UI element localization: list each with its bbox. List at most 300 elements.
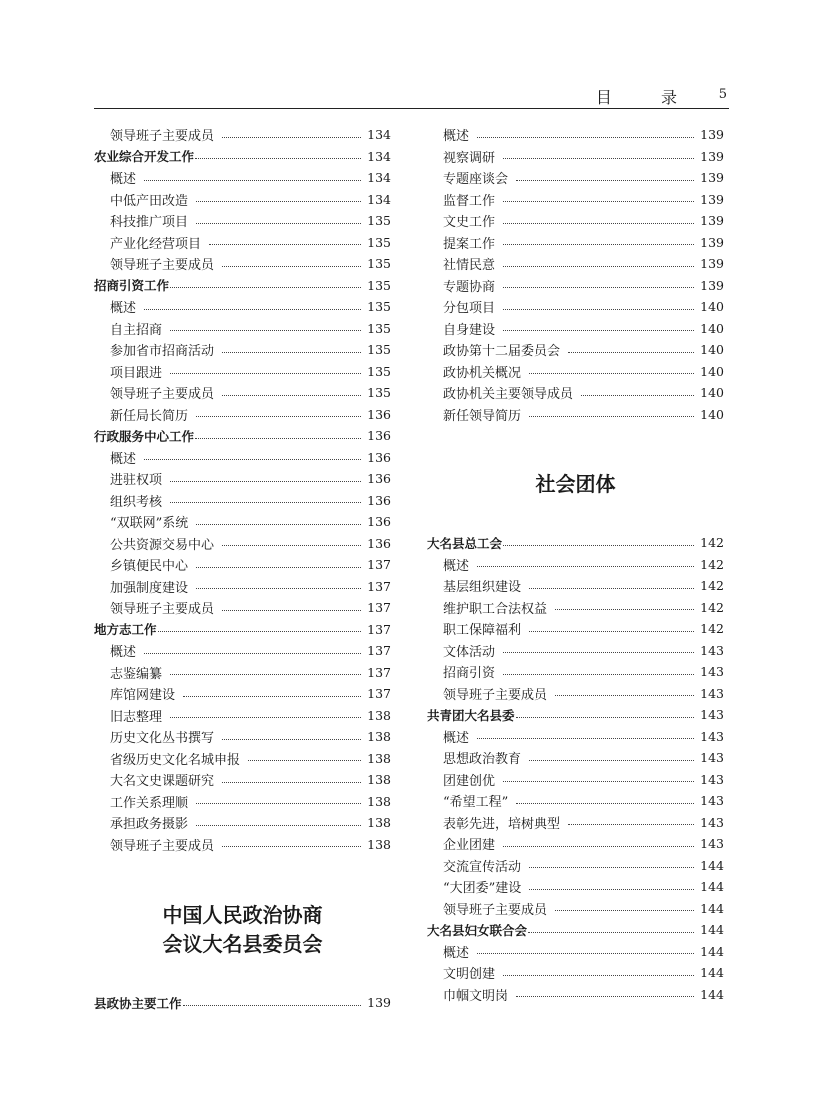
leader-dots [196, 587, 361, 589]
toc-entry-page: 143 [700, 707, 724, 723]
toc-entry-label: 中低产田改造 [110, 193, 189, 209]
leader-dots [209, 243, 361, 245]
toc-section-entry[interactable] [94, 146, 391, 168]
spacer [94, 959, 391, 992]
toc-entry-page: 140 [700, 320, 724, 336]
toc-entry-page: 137 [367, 578, 391, 594]
toc-right-column [427, 124, 724, 1005]
toc-entry-label: 视察调研 [443, 150, 496, 166]
toc-entry-label: 招商引资工作 [94, 278, 170, 294]
toc-entry[interactable] [427, 812, 724, 834]
leader-dots [144, 308, 361, 310]
toc-entry-page: 142 [700, 599, 724, 615]
toc-entry-label: 大名文史课题研究 [110, 774, 215, 790]
toc-entry[interactable] [427, 210, 724, 232]
toc-entry-page: 140 [700, 406, 724, 422]
toc-entry-page: 142 [700, 621, 724, 637]
toc-entry-page: 136 [367, 428, 391, 444]
toc-entry-page: 137 [367, 664, 391, 680]
toc-entry[interactable] [427, 382, 724, 404]
toc-entry[interactable] [94, 447, 391, 469]
toc-entry[interactable] [427, 747, 724, 769]
leader-dots [503, 157, 694, 159]
toc-entry[interactable] [427, 833, 724, 855]
toc-entry-label: 工作关系理顺 [110, 795, 189, 811]
toc-entry-label: 领导班子主要成员 [443, 902, 548, 918]
toc-entry-label: 巾帼文明岗 [443, 988, 509, 1004]
toc-list-right-b [427, 532, 724, 1005]
toc-entry-label: 项目跟进 [110, 365, 163, 381]
toc-entry-label: 领导班子主要成员 [110, 258, 215, 274]
toc-entry-page: 143 [700, 685, 724, 701]
leader-dots [503, 673, 694, 675]
toc-entry-page: 138 [367, 707, 391, 723]
toc-entry-label: 志鉴编纂 [110, 666, 163, 682]
toc-entry-label: 行政服务中心工作 [94, 428, 195, 444]
toc-entry[interactable] [427, 984, 724, 1006]
toc-entry-page: 135 [367, 320, 391, 336]
toc-entry-page: 135 [367, 363, 391, 379]
toc-entry[interactable] [427, 683, 724, 705]
leader-dots [170, 372, 361, 374]
leader-dots [503, 651, 694, 653]
toc-entry[interactable] [427, 554, 724, 576]
leader-dots [477, 136, 694, 138]
toc-entry-page: 137 [367, 643, 391, 659]
leader-dots [555, 608, 694, 610]
toc-section-entry[interactable] [94, 992, 391, 1014]
leader-dots [516, 802, 694, 804]
toc-entry-page: 134 [367, 127, 391, 143]
toc-entry[interactable] [427, 962, 724, 984]
toc-entry-label: 概述 [110, 172, 137, 188]
toc-entry-label: 自主招商 [110, 322, 163, 338]
section-heading-cppcc [94, 901, 391, 959]
spacer [427, 425, 724, 470]
leader-dots [528, 931, 694, 933]
toc-entry[interactable] [94, 511, 391, 533]
leader-dots [529, 372, 694, 374]
toc-entry-label: 文史工作 [443, 215, 496, 231]
leader-dots [516, 179, 694, 181]
leader-dots [503, 974, 694, 976]
toc-entry[interactable] [427, 618, 724, 640]
leader-dots [222, 781, 361, 783]
toc-entry-label: 监督工作 [443, 193, 496, 209]
toc-entry-label: 大名县总工会 [427, 535, 503, 551]
toc-entry-page: 143 [700, 750, 724, 766]
toc-entry-label: 领导班子主要成员 [110, 602, 215, 618]
toc-entry-page: 138 [367, 729, 391, 745]
toc-entry-label: “双联网”系统 [110, 516, 189, 532]
toc-section-entry[interactable] [94, 275, 391, 297]
toc-entry[interactable] [427, 167, 724, 189]
leader-dots [568, 823, 694, 825]
leader-dots [222, 544, 361, 546]
toc-entry[interactable] [94, 662, 391, 684]
toc-entry-label: 概述 [110, 645, 137, 661]
toc-entry[interactable] [94, 834, 391, 856]
toc-entry-page: 135 [367, 256, 391, 272]
leader-dots [503, 845, 694, 847]
toc-entry-page: 138 [367, 815, 391, 831]
toc-entry[interactable] [94, 318, 391, 340]
toc-entry-label: 领导班子主要成员 [110, 838, 215, 854]
toc-entry[interactable] [427, 124, 724, 146]
toc-entry-label: 职工保障福利 [443, 623, 522, 639]
page-header [94, 82, 729, 109]
toc-entry-page: 143 [700, 642, 724, 658]
toc-entry[interactable] [427, 597, 724, 619]
spacer [427, 499, 724, 532]
leader-dots [170, 716, 361, 718]
leader-dots [503, 222, 694, 224]
leader-dots [529, 759, 694, 761]
toc-entry-page: 144 [700, 900, 724, 916]
toc-entry-page: 138 [367, 793, 391, 809]
toc-entry-label: 思想政治教育 [443, 752, 522, 768]
toc-entry-page: 144 [700, 922, 724, 938]
toc-entry-label: 分包项目 [443, 301, 496, 317]
toc-entry-label: 专题协商 [443, 279, 496, 295]
toc-entry-label: 文体活动 [443, 644, 496, 660]
toc-entry[interactable] [94, 468, 391, 490]
toc-entry[interactable] [94, 597, 391, 619]
toc-entry[interactable] [427, 189, 724, 211]
toc-entry-page: 139 [700, 127, 724, 143]
leader-dots [477, 737, 694, 739]
toc-entry-page: 142 [700, 578, 724, 594]
toc-entry[interactable] [94, 361, 391, 383]
toc-entry-label: 农业综合开发工作 [94, 149, 195, 165]
toc-entry-label: 县政协主要工作 [94, 995, 182, 1011]
leader-dots [529, 587, 694, 589]
toc-section-entry[interactable] [94, 425, 391, 447]
toc-entry-label: 进驻权项 [110, 473, 163, 489]
leader-dots [144, 179, 361, 181]
leader-dots [529, 415, 694, 417]
leader-dots [144, 458, 361, 460]
toc-entry-label: 库馆网建设 [110, 688, 176, 704]
toc-entry[interactable] [94, 640, 391, 662]
toc-entry-page: 136 [367, 492, 391, 508]
leader-dots [170, 480, 361, 482]
toc-entry-label: 基层组织建设 [443, 580, 522, 596]
leader-dots [170, 329, 361, 331]
leader-dots [196, 824, 361, 826]
toc-entry-page: 144 [700, 986, 724, 1002]
toc-entry[interactable] [427, 726, 724, 748]
leader-dots [503, 243, 694, 245]
toc-entry[interactable] [94, 576, 391, 598]
leader-dots [477, 952, 694, 954]
toc-entry-page: 134 [367, 191, 391, 207]
leader-dots [248, 759, 361, 761]
toc-entry-label: 概述 [443, 945, 470, 961]
toc-entry-page: 136 [367, 535, 391, 551]
toc-entry[interactable] [427, 575, 724, 597]
leader-dots [195, 437, 361, 439]
leader-dots [222, 609, 361, 611]
toc-entry-page: 140 [700, 363, 724, 379]
toc-entry[interactable] [427, 661, 724, 683]
toc-entry-page: 143 [700, 793, 724, 809]
leader-dots [222, 738, 361, 740]
toc-entry-page: 143 [700, 836, 724, 852]
toc-entry-label: 共青团大名县委 [427, 707, 515, 723]
toc-entry[interactable] [427, 404, 724, 426]
toc-entry[interactable] [427, 898, 724, 920]
leader-dots [222, 265, 361, 267]
leader-dots [555, 909, 694, 911]
toc-entry-label: 企业团建 [443, 838, 496, 854]
leader-dots [503, 200, 694, 202]
toc-entry-label: 文明创建 [443, 967, 496, 983]
toc-entry-label: 乡镇便民中心 [110, 559, 189, 575]
toc-entry-page: 138 [367, 750, 391, 766]
toc-list-left-b [94, 992, 391, 1014]
toc-list-right-a [427, 124, 724, 425]
toc-entry[interactable] [94, 253, 391, 275]
toc-entry-page: 140 [700, 385, 724, 401]
toc-section-entry[interactable] [427, 919, 724, 941]
toc-entry[interactable] [427, 855, 724, 877]
toc-entry[interactable] [427, 232, 724, 254]
leader-dots [170, 501, 361, 503]
toc-entry-page: 140 [700, 299, 724, 315]
toc-entry-label: 提案工作 [443, 236, 496, 252]
toc-entry-label: “希望工程” [443, 795, 509, 811]
toc-entry-label: 概述 [110, 451, 137, 467]
toc-entry-page: 140 [700, 342, 724, 358]
toc-entry-label: 省级历史文化名城申报 [110, 752, 241, 768]
leader-dots [503, 544, 694, 546]
toc-entry-label: 地方志工作 [94, 622, 157, 638]
toc-entry[interactable] [94, 812, 391, 834]
toc-entry-page: 137 [367, 621, 391, 637]
toc-entry-page: 139 [700, 213, 724, 229]
toc-entry-page: 139 [700, 191, 724, 207]
toc-entry[interactable] [427, 790, 724, 812]
toc-entry-page: 134 [367, 148, 391, 164]
toc-entry[interactable] [94, 339, 391, 361]
section-heading-social-groups: 社会团体 [535, 472, 616, 496]
leader-dots [195, 157, 361, 159]
leader-dots [196, 523, 361, 525]
toc-entry-page: 143 [700, 814, 724, 830]
leader-dots [581, 394, 694, 396]
toc-entry-label: 科技推广项目 [110, 215, 189, 231]
toc-entry[interactable] [427, 640, 724, 662]
toc-entry[interactable] [94, 404, 391, 426]
toc-entry-label: 公共资源交易中心 [110, 537, 215, 553]
toc-entry-label: 承担政务摄影 [110, 817, 189, 833]
toc-entry[interactable] [427, 146, 724, 168]
leader-dots [555, 694, 694, 696]
toc-entry-page: 135 [367, 385, 391, 401]
toc-entry-page: 138 [367, 772, 391, 788]
leader-dots [529, 888, 694, 890]
page-number: 5 [718, 87, 727, 102]
toc-entry-label: 政协第十二届委员会 [443, 344, 561, 360]
leader-dots [222, 394, 361, 396]
toc-entry-page: 139 [700, 170, 724, 186]
toc-entry-page: 135 [367, 234, 391, 250]
toc-entry[interactable] [94, 232, 391, 254]
toc-entry-label: 领导班子主要成员 [110, 129, 215, 145]
toc-entry[interactable] [94, 296, 391, 318]
toc-entry[interactable] [94, 210, 391, 232]
toc-entry[interactable] [94, 124, 391, 146]
toc-entry-page: 135 [367, 213, 391, 229]
toc-section-entry[interactable] [94, 619, 391, 641]
toc-entry[interactable] [427, 253, 724, 275]
toc-entry[interactable] [94, 533, 391, 555]
toc-entry[interactable] [94, 705, 391, 727]
toc-entry-page: 135 [367, 299, 391, 315]
toc-entry-label: 领导班子主要成员 [443, 687, 548, 703]
toc-entry[interactable] [94, 769, 391, 791]
leader-dots [196, 415, 361, 417]
toc-entry-page: 144 [700, 879, 724, 895]
toc-entry-page: 135 [367, 277, 391, 293]
toc-entry-label: 概述 [443, 558, 470, 574]
toc-entry[interactable] [427, 769, 724, 791]
toc-entry-page: 139 [700, 148, 724, 164]
toc-entry[interactable] [94, 490, 391, 512]
toc-entry-label: 历史文化丛书撰写 [110, 731, 215, 747]
toc-entry[interactable] [427, 361, 724, 383]
toc-entry-page: 144 [700, 965, 724, 981]
toc-entry-label: 产业化经营项目 [110, 236, 202, 252]
leader-dots [170, 673, 361, 675]
leader-dots [222, 845, 361, 847]
toc-entry[interactable] [427, 296, 724, 318]
toc-entry[interactable] [427, 318, 724, 340]
toc-entry-page: 139 [700, 234, 724, 250]
leader-dots [503, 265, 694, 267]
toc-entry[interactable] [94, 683, 391, 705]
toc-section-entry[interactable] [427, 532, 724, 554]
toc-entry-page: 144 [700, 943, 724, 959]
toc-entry-label: 大名县妇女联合会 [427, 922, 528, 938]
toc-entry-page: 134 [367, 170, 391, 186]
toc-entry[interactable] [94, 748, 391, 770]
toc-entry[interactable] [94, 382, 391, 404]
toc-entry-page: 136 [367, 406, 391, 422]
toc-entry-label: 加强制度建设 [110, 580, 189, 596]
toc-entry-label: 新任局长简历 [110, 408, 189, 424]
toc-entry-page: 137 [367, 686, 391, 702]
leader-dots [222, 136, 361, 138]
leader-dots [183, 1004, 362, 1006]
leader-dots [516, 716, 695, 718]
toc-entry-page: 139 [700, 256, 724, 272]
toc-entry-page: 142 [700, 535, 724, 551]
toc-entry[interactable] [94, 189, 391, 211]
toc-entry[interactable] [94, 726, 391, 748]
header-title: 目 录 [595, 88, 699, 107]
leader-dots [196, 200, 361, 202]
leader-dots [503, 329, 694, 331]
toc-entry-label: 参加省市招商活动 [110, 344, 215, 360]
leader-dots [477, 565, 694, 567]
toc-entry-label: 概述 [443, 129, 470, 145]
toc-entry-page: 143 [700, 771, 724, 787]
leader-dots [503, 780, 694, 782]
toc-entry-page: 143 [700, 728, 724, 744]
toc-entry[interactable] [427, 876, 724, 898]
toc-entry[interactable] [94, 791, 391, 813]
toc-entry[interactable] [427, 275, 724, 297]
section-heading-line: 中国人民政治协商 [162, 903, 323, 927]
toc-entry-page: 142 [700, 556, 724, 572]
leader-dots [529, 866, 694, 868]
toc-entry[interactable] [427, 339, 724, 361]
leader-dots [183, 695, 361, 697]
leader-dots [196, 222, 361, 224]
toc-entry-label: 表彰先进，培树典型 [443, 816, 561, 832]
leader-dots [196, 802, 361, 804]
leader-dots [222, 351, 361, 353]
toc-entry-page: 143 [700, 664, 724, 680]
toc-entry-page: 136 [367, 471, 391, 487]
leader-dots [158, 630, 362, 632]
toc-entry-label: 概述 [110, 301, 137, 317]
leader-dots [144, 652, 361, 654]
toc-entry-label: 招商引资 [443, 666, 496, 682]
toc-entry-page: 139 [367, 995, 391, 1011]
toc-entry[interactable] [94, 554, 391, 576]
toc-entry-label: 交流宣传活动 [443, 859, 522, 875]
toc-entry-page: 136 [367, 514, 391, 530]
spacer [94, 855, 391, 901]
toc-entry-page: 138 [367, 836, 391, 852]
toc-entry-label: 新任领导简历 [443, 408, 522, 424]
toc-entry-page: 139 [700, 277, 724, 293]
section-heading-line: 会议大名县委员会 [162, 932, 323, 956]
leader-dots [516, 995, 694, 997]
leader-dots [503, 308, 694, 310]
toc-entry-page: 137 [367, 600, 391, 616]
toc-entry-label: 旧志整理 [110, 709, 163, 725]
toc-entry-page: 136 [367, 449, 391, 465]
toc-entry-page: 137 [367, 557, 391, 573]
toc-section-entry[interactable] [427, 704, 724, 726]
toc-entry-page: 144 [700, 857, 724, 873]
toc-entry-label: 组织考核 [110, 494, 163, 510]
leader-dots [568, 351, 694, 353]
leader-dots [529, 630, 694, 632]
leader-dots [196, 566, 361, 568]
toc-left-column [94, 124, 391, 1014]
toc-entry-label: 概述 [443, 730, 470, 746]
toc-entry-label: 维护职工合法权益 [443, 601, 548, 617]
toc-entry-label: “大团委”建设 [443, 881, 522, 897]
toc-entry[interactable] [94, 167, 391, 189]
toc-entry-label: 团建创优 [443, 773, 496, 789]
toc-entry-label: 政协机关主要领导成员 [443, 387, 574, 403]
toc-entry-label: 领导班子主要成员 [110, 387, 215, 403]
toc-list-left-a [94, 124, 391, 855]
leader-dots [503, 286, 694, 288]
toc-entry-label: 政协机关概况 [443, 365, 522, 381]
toc-entry-label: 社情民意 [443, 258, 496, 274]
toc-entry-page: 135 [367, 342, 391, 358]
toc-entry[interactable] [427, 941, 724, 963]
toc-entry-label: 自身建设 [443, 322, 496, 338]
toc-entry-label: 专题座谈会 [443, 172, 509, 188]
